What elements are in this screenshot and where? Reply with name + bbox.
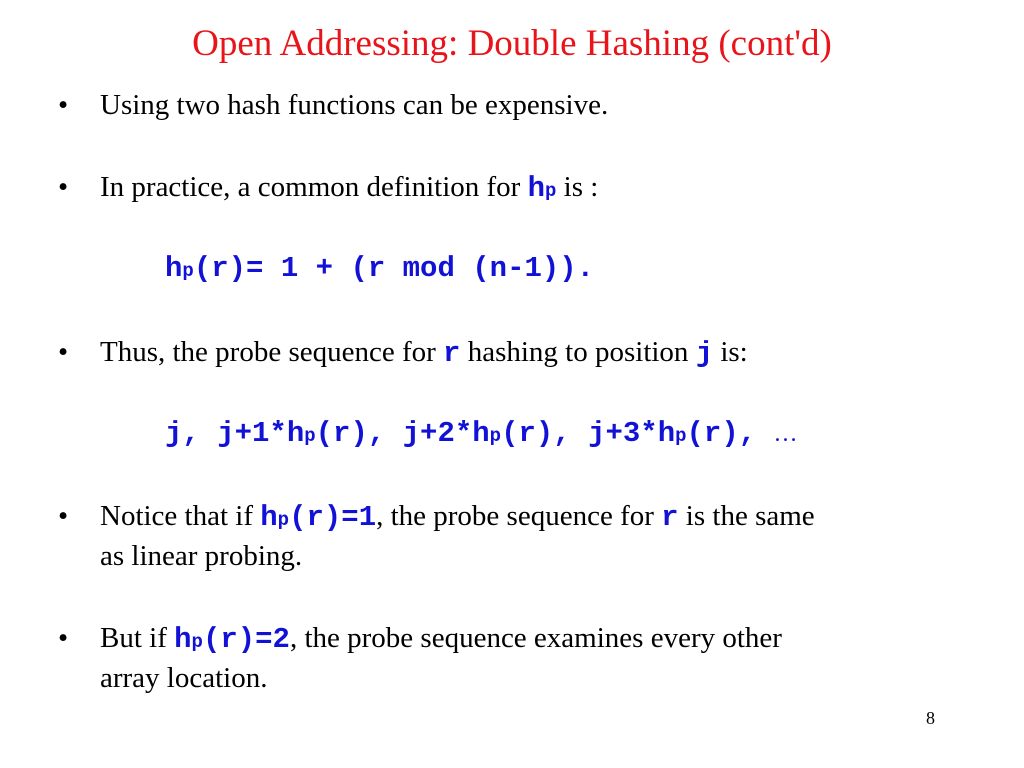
bullet-text: is :	[556, 171, 599, 203]
ellipsis: …	[773, 421, 798, 447]
formula-text: (r), j+3*h	[501, 417, 676, 450]
bullet-text: hashing to position	[460, 336, 696, 368]
formula-text: j, j+1*h	[165, 417, 305, 450]
bullet-text: Using two hash functions can be expensive.	[100, 89, 609, 121]
slide-title: Open Addressing: Double Hashing (cont'd)	[192, 23, 832, 64]
code-h: h	[527, 172, 546, 205]
bullet-marker: •	[58, 622, 69, 654]
code-term	[174, 623, 290, 656]
page-number: 8	[926, 708, 935, 728]
code-term: j	[695, 337, 714, 370]
formula-subscript: p	[304, 425, 316, 447]
bullet-item	[58, 618, 782, 662]
bullet-text: is the same	[678, 500, 815, 532]
bullet-continuation: array location.	[100, 662, 268, 694]
code-rest: (r)=1	[289, 501, 377, 534]
bullet-text: Thus, the probe sequence for	[100, 336, 444, 368]
code-term: r	[661, 501, 679, 534]
bullet-item	[58, 85, 608, 125]
formula-text: (r)= 1 + (r mod (n-1)).	[193, 252, 595, 285]
formula-subscript: p	[489, 425, 502, 447]
bullet-marker: •	[58, 171, 69, 203]
bullet-item	[58, 332, 748, 374]
code-term	[260, 501, 376, 534]
formula-text: (r), j+2*h	[315, 417, 490, 450]
bullet-text: , the probe sequence examines every other	[289, 622, 782, 654]
code-term: r	[443, 337, 461, 370]
bullet-continuation: as linear probing.	[100, 540, 303, 572]
code-subscript: p	[191, 631, 203, 653]
formula-text: (r),	[686, 417, 774, 450]
code-h: h	[174, 623, 192, 656]
bullet-text: Notice that if	[100, 500, 261, 532]
bullet-text: But if	[100, 622, 175, 654]
bullet-marker: •	[58, 89, 69, 121]
formula	[165, 414, 798, 456]
code-subscript: p	[277, 509, 290, 531]
code-subscript: p	[545, 180, 557, 202]
bullet-marker: •	[58, 336, 69, 368]
formula	[165, 249, 594, 291]
formula-subscript: p	[182, 260, 194, 282]
bullet-item	[58, 167, 598, 211]
formula-text: h	[165, 252, 183, 285]
bullet-text: In practice, a common definition for	[100, 171, 528, 203]
bullet-text: is:	[713, 336, 748, 368]
code-term	[528, 172, 557, 205]
code-rest: (r)=2	[202, 623, 290, 656]
bullet-item	[58, 496, 815, 540]
code-h: h	[260, 501, 278, 534]
bullet-text: , the probe sequence for	[376, 500, 662, 532]
formula-subscript: p	[675, 425, 687, 447]
bullet-marker: •	[58, 500, 69, 532]
